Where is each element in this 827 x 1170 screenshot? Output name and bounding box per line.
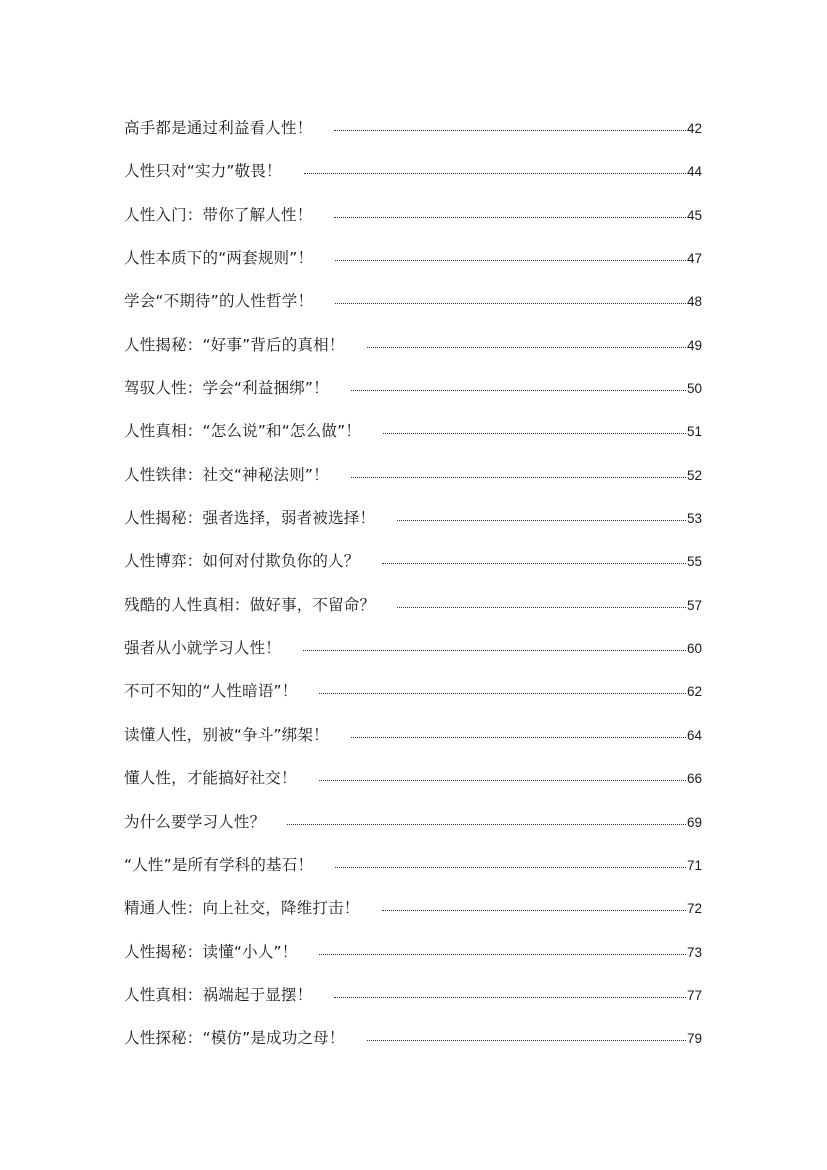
toc-entry[interactable] — [124, 931, 702, 974]
toc-entry-title: 人性揭秘：读懂“小人”！ — [124, 942, 298, 961]
toc-entry-page-number: 60 — [686, 641, 702, 657]
toc-entry-page-number: 72 — [686, 901, 702, 917]
toc-entry-page-number: 49 — [686, 337, 702, 353]
dot-leader — [319, 691, 686, 694]
toc-entry-page-number: 73 — [686, 944, 702, 960]
toc-entry-page-number: 50 — [686, 381, 702, 397]
toc-entry-page-number: 44 — [686, 164, 702, 180]
toc-entry-title: 人性揭秘：强者选择，弱者被选择！ — [124, 509, 376, 528]
toc-entry[interactable] — [124, 410, 702, 453]
toc-entry-page-number: 57 — [686, 597, 702, 613]
toc-entry[interactable] — [124, 540, 702, 583]
toc-entry-page-number: 77 — [686, 987, 702, 1003]
toc-entry[interactable] — [124, 107, 702, 150]
toc-entry[interactable] — [124, 367, 702, 410]
toc-entry-page-number: 51 — [686, 424, 702, 440]
dot-leader — [351, 388, 686, 391]
toc-entry-title: 人性真相：祸端起于显摆！ — [124, 985, 313, 1004]
dot-leader — [334, 128, 686, 131]
toc-entry[interactable] — [124, 844, 702, 887]
toc-entry[interactable] — [124, 714, 702, 757]
dot-leader — [334, 995, 686, 998]
dot-leader — [335, 865, 686, 868]
toc-entry-page-number: 42 — [686, 121, 702, 136]
dot-leader — [382, 561, 686, 564]
toc-entry-title: 不可不知的“人性暗语”！ — [124, 682, 298, 701]
dot-leader — [334, 215, 686, 218]
toc-entry-title: 人性揭秘：“好事”背后的真相！ — [124, 335, 345, 354]
toc-entry[interactable] — [124, 757, 702, 800]
dot-leader — [382, 908, 686, 911]
toc-entry[interactable] — [124, 801, 702, 844]
toc-entry-page-number: 71 — [686, 857, 702, 873]
toc-entry-title: 学会“不期待”的人性哲学！ — [124, 292, 314, 311]
toc-entry-title: 人性入门：带你了解人性！ — [124, 205, 313, 224]
toc-entry-page-number: 64 — [686, 727, 702, 743]
toc-entry[interactable] — [124, 1017, 702, 1060]
dot-leader — [287, 822, 686, 825]
toc-entry-title: 人性探秘：“模仿”是成功之母！ — [124, 1029, 345, 1048]
toc-entry[interactable] — [124, 150, 702, 193]
toc-entry-title: 人性博弈：如何对付欺负你的人？ — [124, 552, 360, 571]
toc-entry[interactable] — [124, 627, 702, 670]
toc-entry-title: 人性真相：“怎么说”和“怎么做”！ — [124, 422, 362, 441]
toc-entry[interactable] — [124, 194, 702, 237]
toc-entry-title: 人性铁律：社交“神秘法则”！ — [124, 465, 329, 484]
dot-leader — [351, 735, 686, 738]
toc-entry-page-number: 69 — [686, 814, 702, 830]
toc-entry[interactable] — [124, 974, 702, 1017]
toc-entry-page-number: 47 — [686, 251, 702, 267]
toc-entry-title: 读懂人性，别被“争斗”绑架！ — [124, 725, 329, 744]
toc-entry-page-number: 66 — [686, 771, 702, 787]
toc-entry[interactable] — [124, 584, 702, 627]
toc-entry-title: 高手都是通过利益看人性！ — [124, 119, 313, 137]
toc-entry-title: 为什么要学习人性？ — [124, 812, 266, 831]
dot-leader — [351, 475, 686, 478]
dot-leader — [383, 431, 686, 434]
toc-entry[interactable] — [124, 280, 702, 323]
toc-entry-page-number: 45 — [686, 207, 702, 223]
toc-entry-page-number: 52 — [686, 467, 702, 483]
toc-entry-title: 人性只对“实力”敬畏！ — [124, 162, 282, 181]
toc-entry[interactable] — [124, 324, 702, 367]
dot-leader — [319, 952, 686, 955]
toc-entry-title: 精通人性：向上社交，降维打击！ — [124, 899, 360, 918]
toc-entry[interactable] — [124, 497, 702, 540]
dot-leader — [367, 1038, 686, 1041]
toc-entry[interactable] — [124, 670, 702, 713]
toc-entry-title: 懂人性，才能搞好社交！ — [124, 769, 297, 788]
toc-entry-title: 残酷的人性真相：做好事，不留命？ — [124, 595, 376, 614]
toc-entry-page-number: 55 — [686, 554, 702, 570]
dot-leader — [367, 345, 686, 348]
table-of-contents — [124, 107, 702, 1061]
dot-leader — [335, 301, 686, 304]
dot-leader — [335, 258, 686, 261]
dot-leader — [397, 605, 686, 608]
toc-entry[interactable] — [124, 454, 702, 497]
toc-entry-page-number: 79 — [686, 1031, 702, 1047]
toc-entry-page-number: 53 — [686, 511, 702, 527]
toc-entry[interactable] — [124, 237, 702, 280]
dot-leader — [304, 171, 686, 174]
toc-entry-page-number: 62 — [686, 684, 702, 700]
toc-entry-title: “人性”是所有学科的基石！ — [124, 855, 314, 874]
toc-entry-title: 人性本质下的“两套规则”！ — [124, 249, 314, 268]
dot-leader — [303, 648, 686, 651]
dot-leader — [319, 778, 686, 781]
dot-leader — [397, 518, 686, 521]
toc-entry-title: 强者从小就学习人性！ — [124, 639, 282, 658]
toc-entry-page-number: 48 — [686, 294, 702, 310]
toc-entry-title: 驾驭人性：学会“利益捆绑”！ — [124, 379, 329, 398]
toc-entry[interactable] — [124, 887, 702, 930]
